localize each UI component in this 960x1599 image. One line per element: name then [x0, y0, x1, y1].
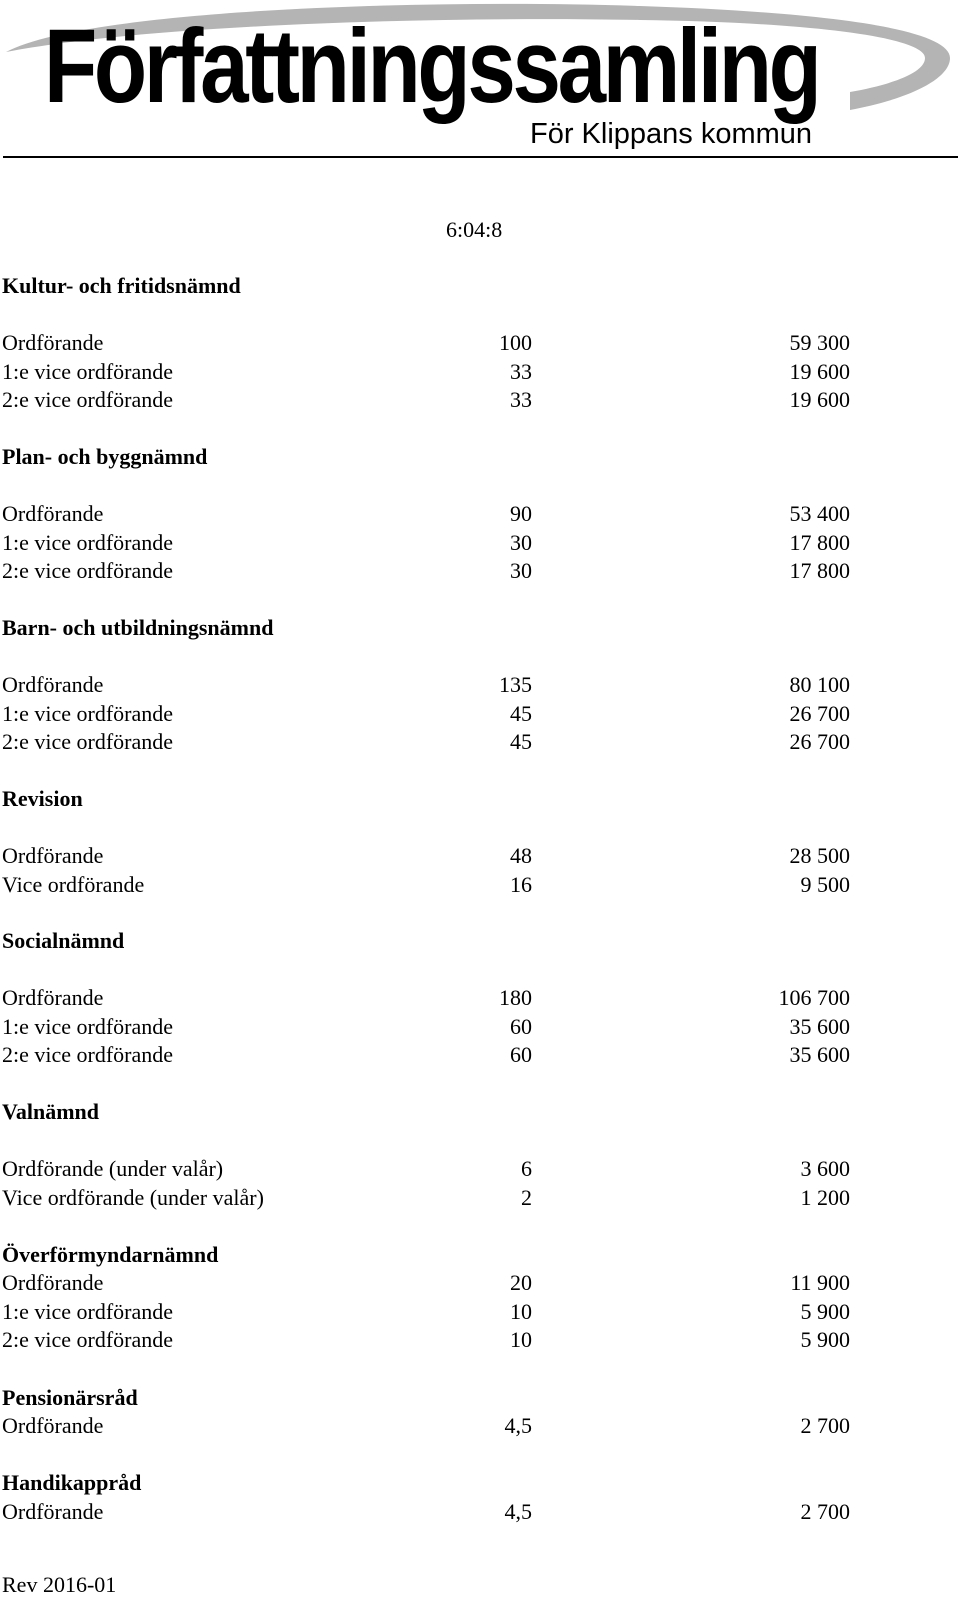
table-row — [2, 671, 902, 700]
table-row — [2, 1041, 902, 1070]
section-heading: Barn- och utbildningsnämnd — [2, 615, 274, 640]
page-header — [0, 0, 960, 160]
document-number: 6:04:8 — [446, 217, 503, 242]
percent-value: 60 — [510, 1014, 532, 1039]
role-label: 2:e vice ordförande — [2, 1042, 174, 1067]
role-label: Vice ordförande — [2, 872, 145, 897]
percent-value: 6 — [521, 1156, 532, 1181]
role-label: Ordförande — [2, 1413, 104, 1438]
table-row — [2, 1155, 902, 1184]
percent-value: 10 — [510, 1327, 532, 1352]
role-label: Ordförande — [2, 1499, 104, 1524]
section-heading: Socialnämnd — [2, 928, 125, 953]
section-heading: Överförmyndarnämnd — [2, 1242, 219, 1267]
percent-value: 180 — [499, 985, 532, 1010]
role-label: Ordförande — [2, 501, 104, 526]
amount-value: 9 500 — [800, 872, 850, 897]
table-row — [2, 1498, 902, 1527]
role-label: Ordförande — [2, 843, 104, 868]
amount-value: 26 700 — [789, 729, 850, 754]
table-row — [2, 1326, 902, 1355]
percent-value: 10 — [510, 1299, 532, 1324]
table-row — [2, 358, 902, 387]
table-row — [2, 557, 902, 586]
percent-value: 30 — [510, 558, 532, 583]
role-label: Ordförande — [2, 330, 104, 355]
amount-value: 5 900 — [800, 1327, 850, 1352]
percent-value: 30 — [510, 530, 532, 555]
amount-value: 2 700 — [800, 1413, 850, 1438]
amount-value: 106 700 — [778, 985, 850, 1010]
table-row — [2, 700, 902, 729]
section-heading: Handikappråd — [2, 1470, 142, 1495]
percent-value: 2 — [521, 1185, 532, 1210]
role-label: 1:e vice ordförande — [2, 1014, 174, 1039]
percent-value: 16 — [510, 872, 532, 897]
percent-value: 33 — [510, 359, 532, 384]
role-label: Ordförande — [2, 1270, 104, 1295]
role-label: Ordförande — [2, 672, 104, 697]
amount-value: 17 800 — [789, 530, 850, 555]
section-heading: Kultur- och fritidsnämnd — [2, 273, 241, 298]
table-row — [2, 871, 902, 900]
table-row — [2, 386, 902, 415]
amount-value: 53 400 — [789, 501, 850, 526]
revision-label: Rev 2016-01 — [2, 1572, 117, 1597]
amount-value: 35 600 — [789, 1014, 850, 1039]
table-row — [2, 1269, 902, 1298]
role-label: 1:e vice ordförande — [2, 530, 174, 555]
brand-title: Författningssamling — [44, 8, 819, 125]
table-row — [2, 984, 902, 1013]
percent-value: 100 — [499, 330, 532, 355]
amount-value: 3 600 — [800, 1156, 850, 1181]
table-row — [2, 500, 902, 529]
header-divider — [3, 156, 958, 158]
percent-value: 45 — [510, 701, 532, 726]
percent-value: 4,5 — [504, 1499, 532, 1524]
amount-value: 19 600 — [789, 387, 850, 412]
percent-value: 135 — [499, 672, 532, 697]
amount-value: 11 900 — [790, 1270, 850, 1295]
role-label: Ordförande (under valår) — [2, 1156, 224, 1181]
brand-subtitle: För Klippans kommun — [530, 118, 813, 150]
table-row — [2, 1298, 902, 1327]
role-label: 2:e vice ordförande — [2, 729, 174, 754]
role-label: 1:e vice ordförande — [2, 701, 174, 726]
table-row — [2, 842, 902, 871]
percent-value: 4,5 — [504, 1413, 532, 1438]
table-row — [2, 1412, 902, 1441]
amount-value: 1 200 — [800, 1185, 850, 1210]
table-row — [2, 529, 902, 558]
amount-value: 35 600 — [789, 1042, 850, 1067]
amount-value: 28 500 — [789, 843, 850, 868]
percent-value: 48 — [510, 843, 532, 868]
percent-value: 60 — [510, 1042, 532, 1067]
amount-value: 80 100 — [789, 672, 850, 697]
percent-value: 90 — [510, 501, 532, 526]
role-label: 1:e vice ordförande — [2, 359, 174, 384]
amount-value: 19 600 — [789, 359, 850, 384]
amount-value: 17 800 — [789, 558, 850, 583]
role-label: Vice ordförande (under valår) — [2, 1185, 264, 1210]
table-row — [2, 1184, 902, 1213]
section-heading: Valnämnd — [2, 1099, 100, 1124]
role-label: 2:e vice ordförande — [2, 387, 174, 412]
percent-value: 33 — [510, 387, 532, 412]
amount-value: 59 300 — [789, 330, 850, 355]
role-label: Ordförande — [2, 985, 104, 1010]
role-label: 2:e vice ordförande — [2, 1327, 174, 1352]
table-row — [2, 728, 902, 757]
section-heading: Revision — [2, 786, 83, 811]
role-label: 2:e vice ordförande — [2, 558, 174, 583]
role-label: 1:e vice ordförande — [2, 1299, 174, 1324]
amount-value: 26 700 — [789, 701, 850, 726]
section-heading: Plan- och byggnämnd — [2, 444, 208, 469]
percent-value: 20 — [510, 1270, 532, 1295]
table-row — [2, 329, 902, 358]
percent-value: 45 — [510, 729, 532, 754]
amount-value: 2 700 — [800, 1499, 850, 1524]
section-heading: Pensionärsråd — [2, 1385, 138, 1410]
amount-value: 5 900 — [800, 1299, 850, 1324]
table-row — [2, 1013, 902, 1042]
